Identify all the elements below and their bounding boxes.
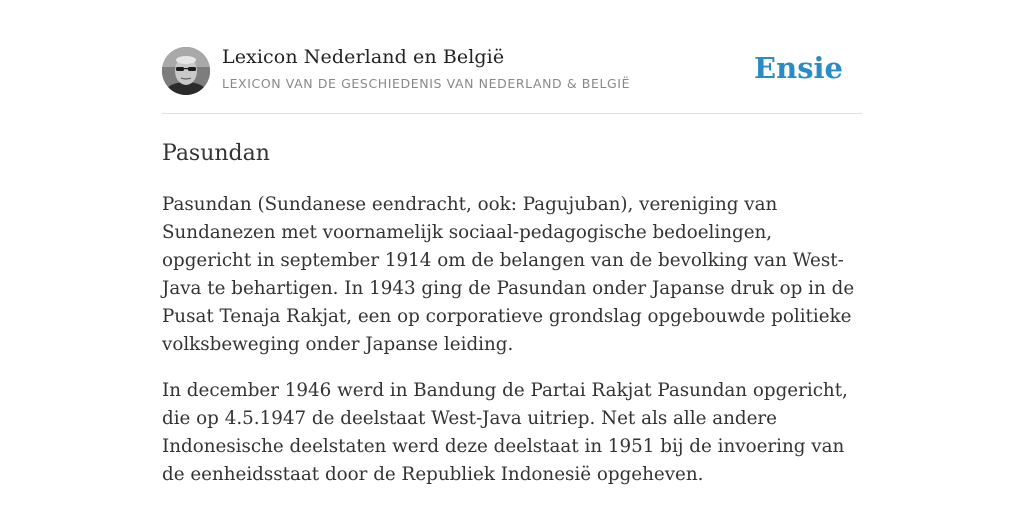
avatar[interactable]: [162, 47, 210, 95]
avatar-image: [162, 47, 210, 95]
page-container: [162, 46, 862, 507]
article-paragraph: Pasundan (Sundanese eendracht, ook: Pagujuban), vereniging van Sundanezen met voornamelijk sociaal-pedagogische bedoelingen, opgericht in september 1914 om de belangen van de bevolking van West-Java te behartigen. In 1943 ging de Pasundan onder Japanse druk op in de Pusat Tenaja Rakjat, een op corporatieve grondslag opgebouwde politieke volksbeweging onder Japanse leiding.: [162, 194, 855, 355]
site-header: [162, 46, 862, 114]
ensie-logo-link[interactable]: Ensie: [754, 51, 843, 85]
site-subtitle: LEXICON VAN DE GESCHIEDENIS VAN NEDERLAND & BELGIË: [222, 76, 631, 91]
page-title: Pasundan: [162, 141, 270, 166]
site-name[interactable]: Lexicon Nederland en België: [222, 46, 505, 68]
article-paragraph: In december 1946 werd in Bandung de Partai Rakjat Pasundan opgericht, die op 4.5.1947 de deelstaat West-Java uitriep. Net als alle andere Indonesische deelstaten werd deze deelstaat in 1951 bij de invoering van de eenheidsstaat door de Republiek Indonesië opgeheven.: [162, 380, 848, 485]
article-body: [162, 191, 862, 489]
